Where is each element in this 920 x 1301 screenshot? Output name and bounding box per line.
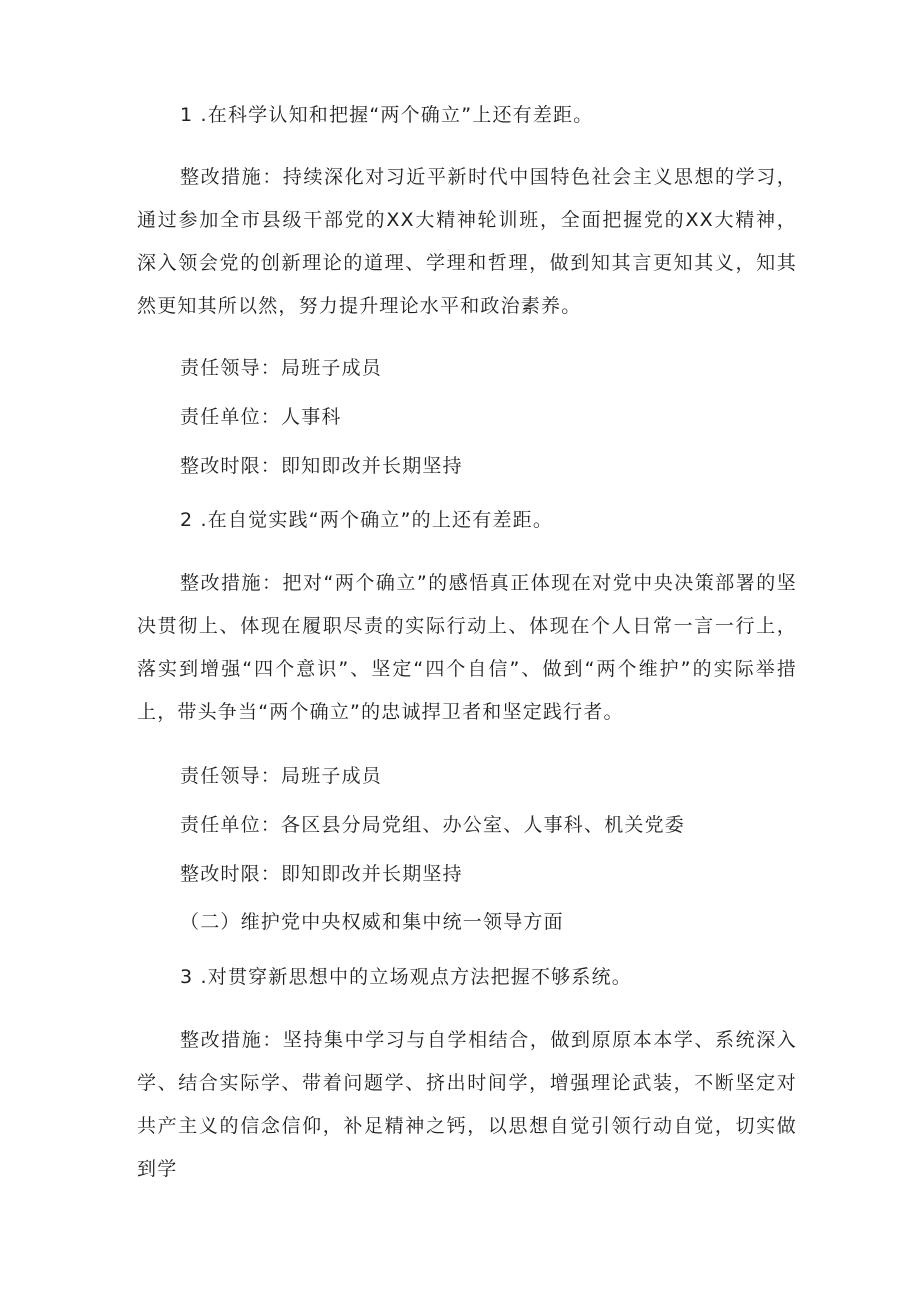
- item-1-heading: 1 .在科学认知和把握“两个确立”上还有差距。: [180, 104, 594, 126]
- item-3-heading: 3 .对贯穿新思想中的立场观点方法把握不够系统。: [180, 966, 632, 988]
- item-1-measure: 整改措施：持续深化对习近平新时代中国特色社会主义思想的学习，通过参加全市县级干部党的XX大精神轮训班，全面把握党的XX大精神，深入领会党的创新理论的道理、学理和哲理，做到知其言更知其义，知其然更知其所以然，努力提升理论水平和政治素养。: [137, 166, 797, 317]
- item-1-deadline: 整改时限：即知即改并长期坚持: [180, 455, 463, 477]
- item-2-leader: 责任领导：局班子成员: [180, 765, 383, 787]
- item-2-unit: 责任单位：各区县分局党组、办公室、人事科、机关党委: [180, 814, 686, 836]
- item-1-unit: 责任单位：人事科: [180, 406, 342, 428]
- item-3-measure: 整改措施：坚持集中学习与自学相结合，做到原原本本学、系统深入学、结合实际学、带着问题学、挤出时间学，增强理论武装，不断坚定对共产主义的信念信仰，补足精神之钙，以思想自觉引领行动自觉，切实做到学: [137, 1029, 797, 1180]
- section-heading: （二）维护党中央权威和集中统一领导方面: [180, 911, 564, 933]
- item-2-heading: 2 .在自觉实践“两个确立”的上还有差距。: [180, 509, 554, 531]
- item-1-leader: 责任领导：局班子成员: [180, 357, 383, 379]
- item-2-measure: 整改措施：把对“两个确立”的感悟真正体现在对党中央决策部署的坚决贯彻上、体现在履职尽责的实际行动上、体现在个人日常一言一行上，落实到增强“四个意识”、坚定“四个自信”、做到“两个维护”的实际举措上，带头争当“两个确立”的忠诚捍卫者和坚定践行者。: [137, 572, 797, 723]
- item-2-deadline: 整改时限：即知即改并长期坚持: [180, 863, 463, 885]
